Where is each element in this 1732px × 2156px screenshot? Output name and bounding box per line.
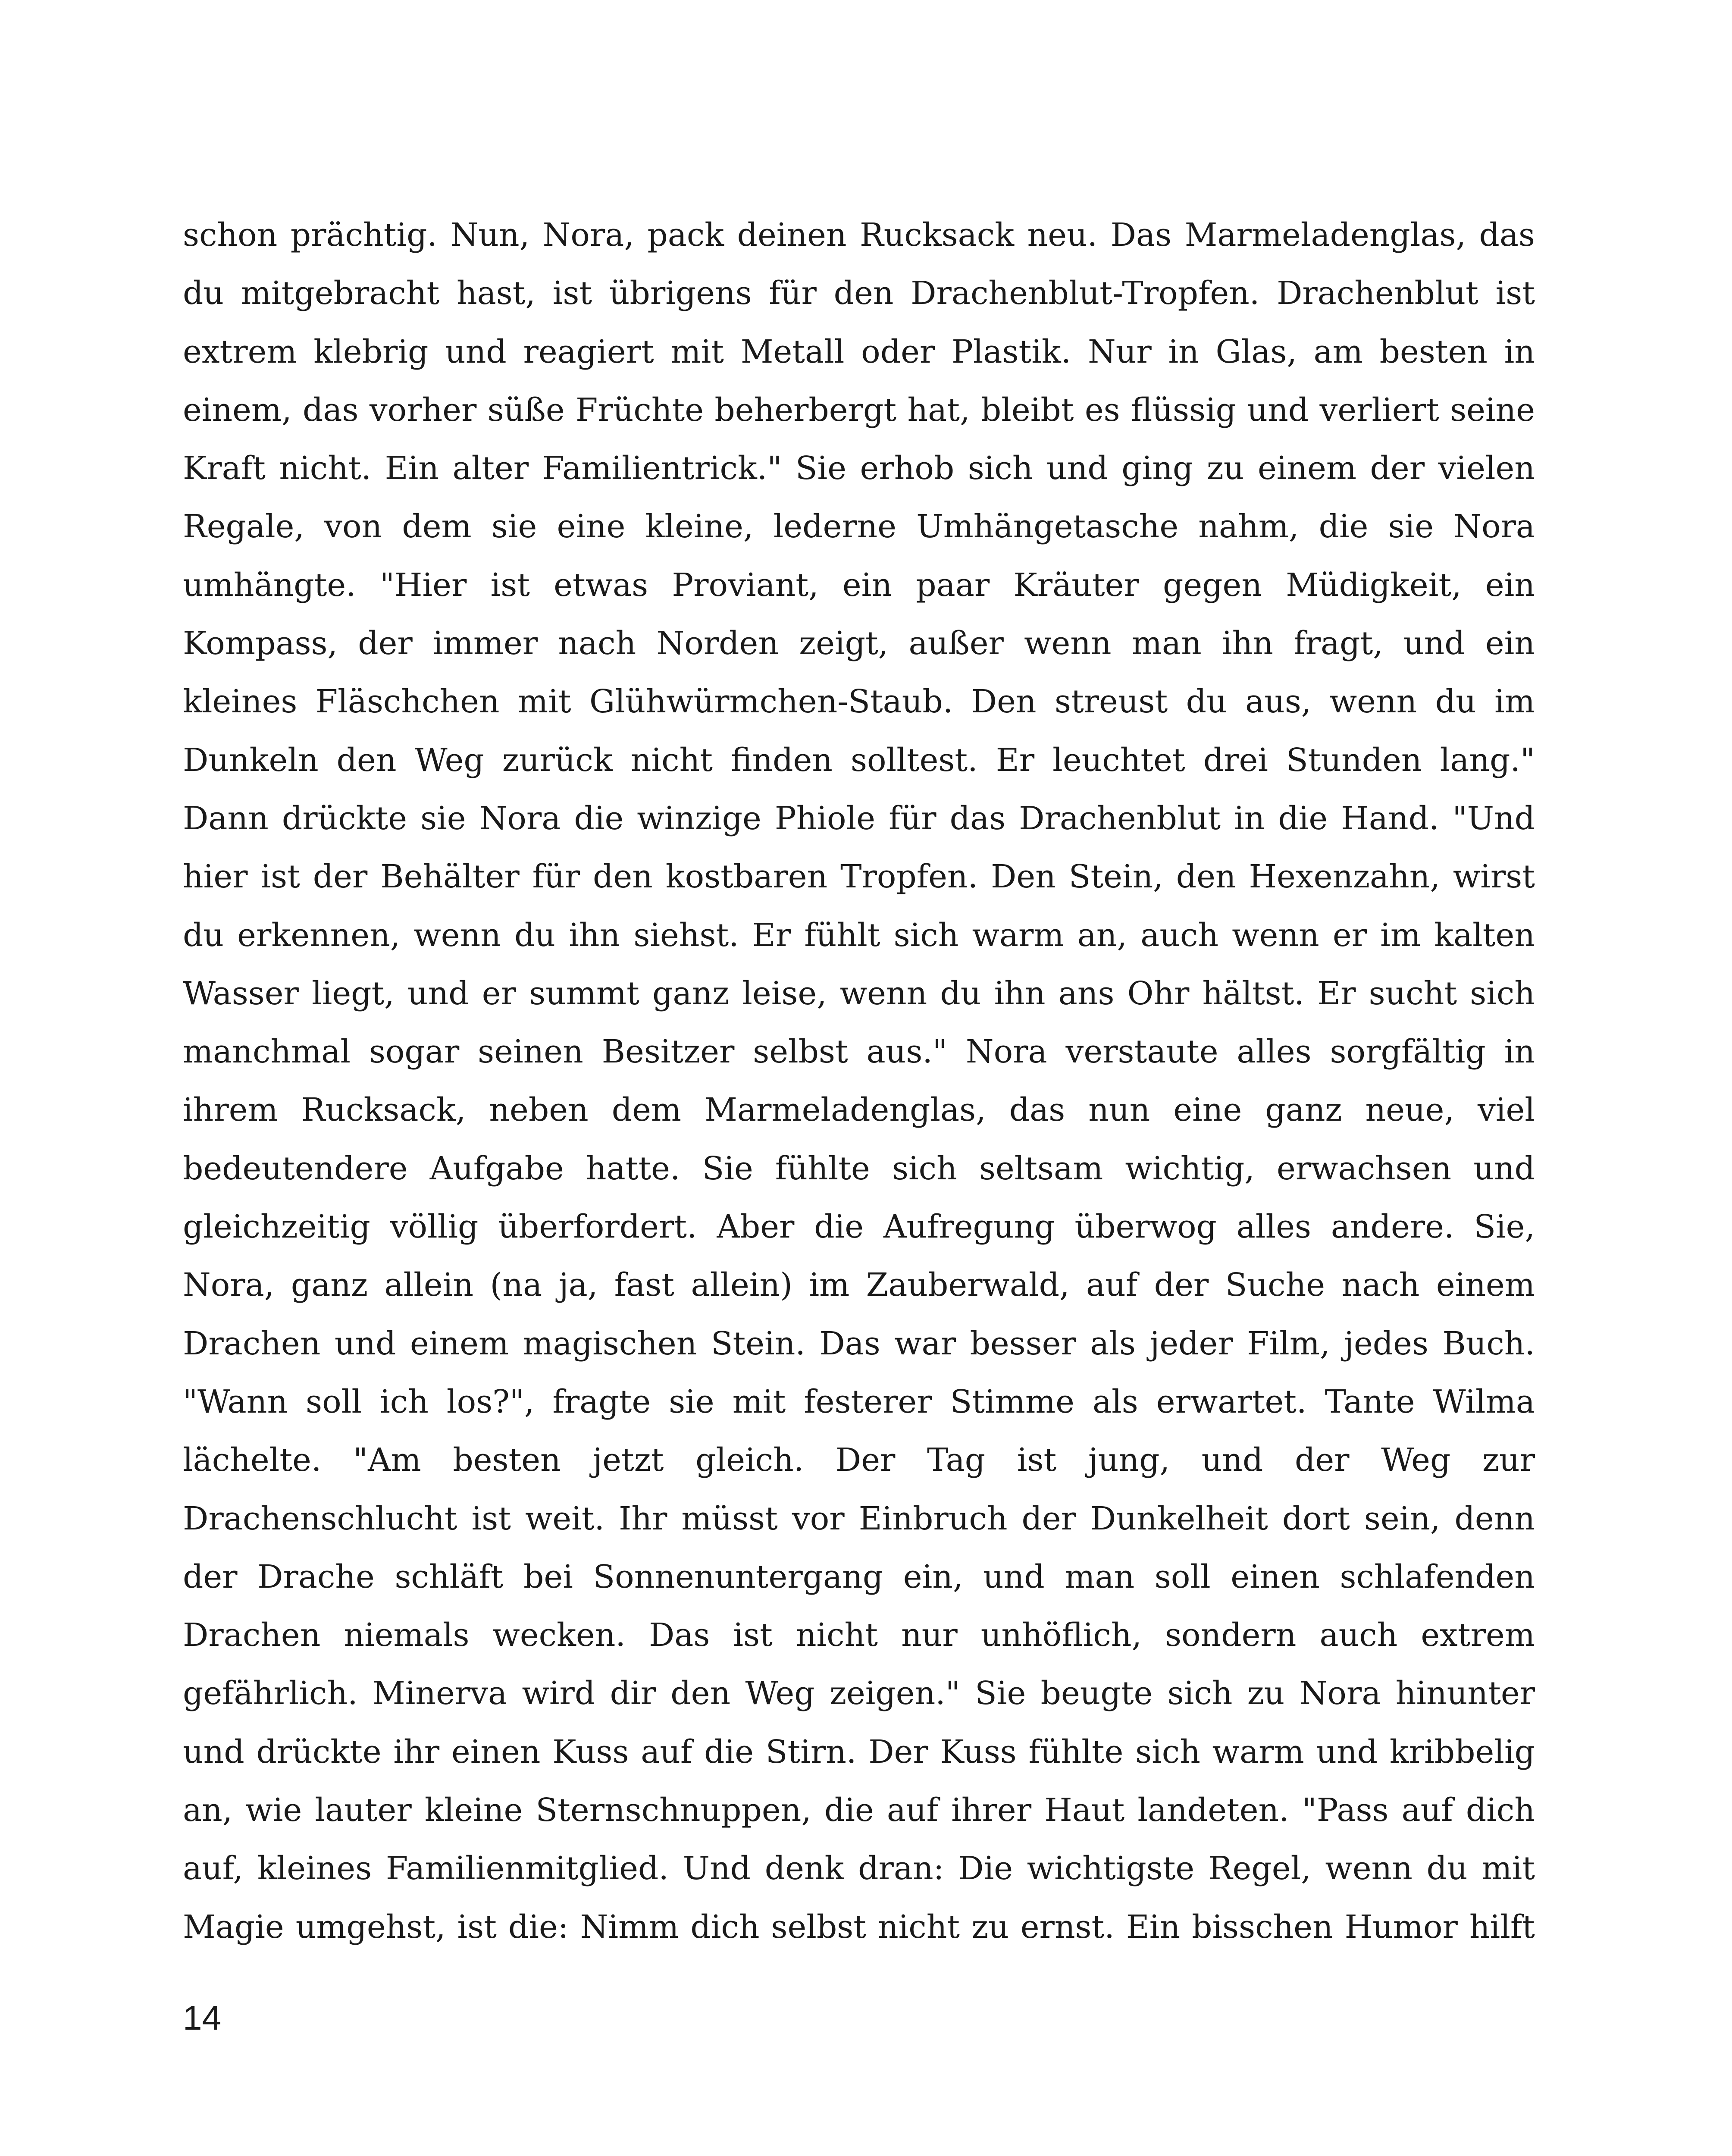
body-text: [183, 206, 1535, 1956]
text-line: auf, kleines Familienmitglied. Und denk dran: Die wichtigste Regel, wenn du mit: [183, 1850, 1535, 1887]
text-line: an, wie lauter kleine Sternschnuppen, die auf ihrer Haut landeten. "Pass auf dich: [183, 1792, 1535, 1829]
text-line: "Wann soll ich los?", fragte sie mit festerer Stimme als erwartet. Tante Wilma: [183, 1383, 1535, 1420]
text-line: Drachen niemals wecken. Das ist nicht nur unhöflich, sondern auch extrem: [183, 1617, 1535, 1654]
text-line: gefährlich. Minerva wird dir den Weg zeigen." Sie beugte sich zu Nora hinunter: [183, 1675, 1535, 1712]
text-line: du erkennen, wenn du ihn siehst. Er fühlt sich warm an, auch wenn er im kalten: [183, 916, 1535, 954]
text-line: Kompass, der immer nach Norden zeigt, außer wenn man ihn fragt, und ein: [183, 625, 1535, 662]
text-line: kleines Fläschchen mit Glühwürmchen-Staub. Den streust du aus, wenn du im: [183, 683, 1535, 721]
text-line: und drückte ihr einen Kuss auf die Stirn. Der Kuss fühlte sich warm und kribbelig: [183, 1733, 1535, 1771]
text-line: Regale, von dem sie eine kleine, lederne Umhängetasche nahm, die sie Nora: [183, 508, 1535, 545]
text-line: Wasser liegt, und er summt ganz leise, wenn du ihn ans Ohr hältst. Er sucht sich: [183, 975, 1535, 1012]
text-line: Nora, ganz allein (na ja, fast allein) im Zauberwald, auf der Suche nach einem: [183, 1266, 1535, 1304]
text-line: manchmal sogar seinen Besitzer selbst aus." Nora verstaute alles sorgfältig in: [183, 1033, 1535, 1071]
text-line: einem, das vorher süße Früchte beherbergt hat, bleibt es flüssig und verliert seine: [183, 391, 1535, 429]
page-number: 14: [183, 1999, 221, 2037]
text-line: Magie umgehst, ist die: Nimm dich selbst nicht zu ernst. Ein bisschen Humor hilft: [183, 1908, 1535, 1946]
text-line: umhängte. "Hier ist etwas Proviant, ein paar Kräuter gegen Müdigkeit, ein: [183, 566, 1535, 604]
text-line: extrem klebrig und reagiert mit Metall oder Plastik. Nur in Glas, am besten in: [183, 333, 1535, 370]
text-line: Dunkeln den Weg zurück nicht finden solltest. Er leuchtet drei Stunden lang.": [183, 741, 1535, 779]
text-line: bedeutendere Aufgabe hatte. Sie fühlte sich seltsam wichtig, erwachsen und: [183, 1150, 1535, 1187]
text-line: ihrem Rucksack, neben dem Marmeladenglas, das nun eine ganz neue, viel: [183, 1091, 1535, 1129]
text-line: gleichzeitig völlig überfordert. Aber die Aufregung überwog alles andere. Sie,: [183, 1208, 1535, 1246]
text-line: Dann drückte sie Nora die winzige Phiole für das Drachenblut in die Hand. "Und: [183, 799, 1535, 837]
text-line: Kraft nicht. Ein alter Familientrick." Sie erhob sich und ging zu einem der vielen: [183, 450, 1535, 487]
text-line: schon prächtig. Nun, Nora, pack deinen Rucksack neu. Das Marmeladenglas, das: [183, 216, 1535, 254]
text-line: Drachenschlucht ist weit. Ihr müsst vor Einbruch der Dunkelheit dort sein, denn: [183, 1500, 1535, 1537]
text-line: du mitgebracht hast, ist übrigens für den Drachenblut-Tropfen. Drachenblut ist: [183, 275, 1535, 312]
text-line: Drachen und einem magischen Stein. Das war besser als jeder Film, jedes Buch.: [183, 1325, 1535, 1362]
text-line: lächelte. "Am besten jetzt gleich. Der Tag ist jung, und der Weg zur: [183, 1442, 1535, 1479]
text-line: der Drache schläft bei Sonnenuntergang ein, und man soll einen schlafenden: [183, 1558, 1535, 1595]
text-line: hier ist der Behälter für den kostbaren Tropfen. Den Stein, den Hexenzahn, wirst: [183, 858, 1535, 896]
